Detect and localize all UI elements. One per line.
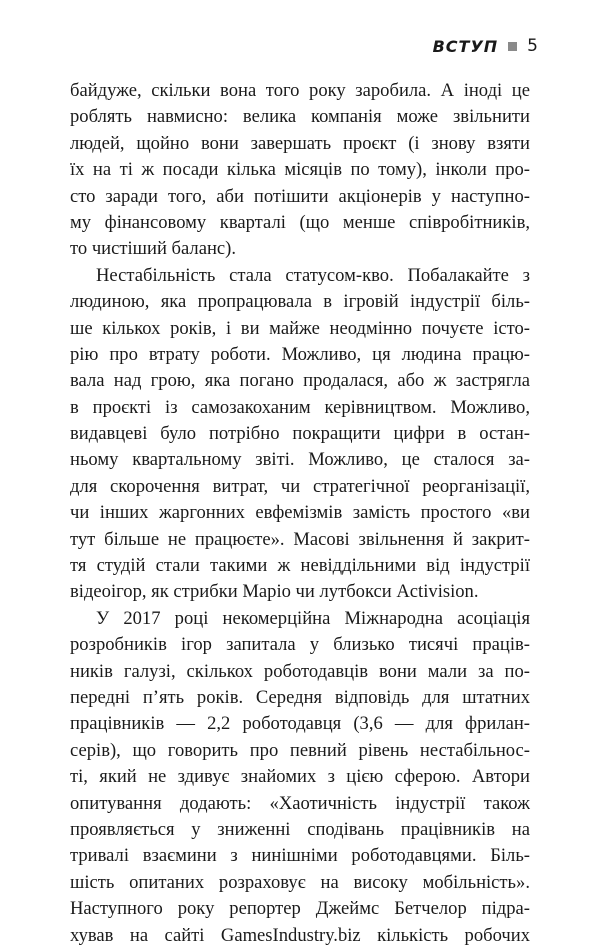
text-line: людиною, яка пропрацювала в ігровій індустрії біль- [70, 291, 530, 313]
text-line: відеоігор, як стрибки Маріо чи лутбокси Activision. [70, 581, 479, 603]
text-line: роблять навмисно: велика компанія може звільнити [70, 106, 530, 128]
text-line: У 2017 році некомерційна Міжнародна асоціація [96, 607, 530, 629]
text-line: сто заради того, аби потішити акціонерів у наступно- [70, 185, 530, 207]
text-line: му фінансовому кварталі (що менше співробітників, [70, 211, 530, 233]
running-head [433, 36, 538, 56]
text-line: Наступного року репортер Джеймс Бетчелор підра- [70, 898, 530, 920]
text-line: шість опитаних розраховує на високу мобільність». [70, 871, 530, 893]
text-line: рію про втрату роботи. Можливо, ця людина працю- [70, 343, 530, 365]
text-line: опитування додають: «Хаотичність індустрії також [70, 792, 530, 814]
text-line: розробників ігор запитала у близько тисячі праців- [70, 634, 530, 656]
text-line: для скорочення витрат, чи стратегічної реорганізації, [70, 475, 530, 497]
text-line: байдуже, скільки вона того року заробила. А іноді це [70, 80, 530, 101]
text-line: чи інших жаргонних евфемізмів замість простого «ви [70, 502, 530, 524]
text-line: то чистіший баланс). [70, 238, 236, 260]
text-line: Нестабільність стала статусом-кво. Побалакайте з [96, 264, 530, 286]
text-line: людей, щойно вони завершать проєкт (і знову взяти [70, 132, 530, 154]
text-line: передні п’ять років. Середня відповідь для штатних [70, 686, 530, 708]
text-line: працівників — 2,2 роботодавця (3,6 — для фрилан- [70, 713, 530, 735]
text-line: проявляється у зниженні сподівань працівників на [70, 818, 530, 840]
text-line: ті, який не здивує знайомих з цією сферою. Автори [70, 766, 530, 788]
chapter-title: ВСТУП [432, 36, 499, 56]
text-line: видавцеві було потрібно покращити цифри в остан- [70, 423, 530, 445]
text-line: серів), що говорить про певний рівень нестабільнос- [70, 739, 530, 761]
text-line: в проєкті із самозакоханим керівництвом. Можливо, [70, 396, 530, 418]
text-line: вала над грою, яка погано продалася, або ж застрягла [70, 370, 530, 392]
text-line: ше кількох років, і ви майже неодмінно почуєте істо- [70, 317, 530, 339]
text-line: хував на сайті GamesIndustry.biz кількість робочих [70, 924, 530, 946]
body-text [70, 78, 530, 949]
text-line: ньому квартальному звіті. Можливо, це сталося за- [70, 449, 530, 471]
separator-square-icon [508, 42, 517, 51]
page-number: 5 [527, 36, 538, 56]
text-line: їх на ті ж посади кілька місяців по тому), інколи про- [70, 159, 530, 181]
text-line: тривалі взаємини з нинішніми роботодавцями. Біль- [70, 845, 530, 867]
text-line: тут більше не працюєте». Масові звільнення й закрит- [70, 528, 530, 550]
text-line: ників галузі, скількох роботодавців вони мали за по- [70, 660, 530, 682]
text-line: тя студій стали такими ж невіддільними від індустрії [70, 555, 530, 577]
